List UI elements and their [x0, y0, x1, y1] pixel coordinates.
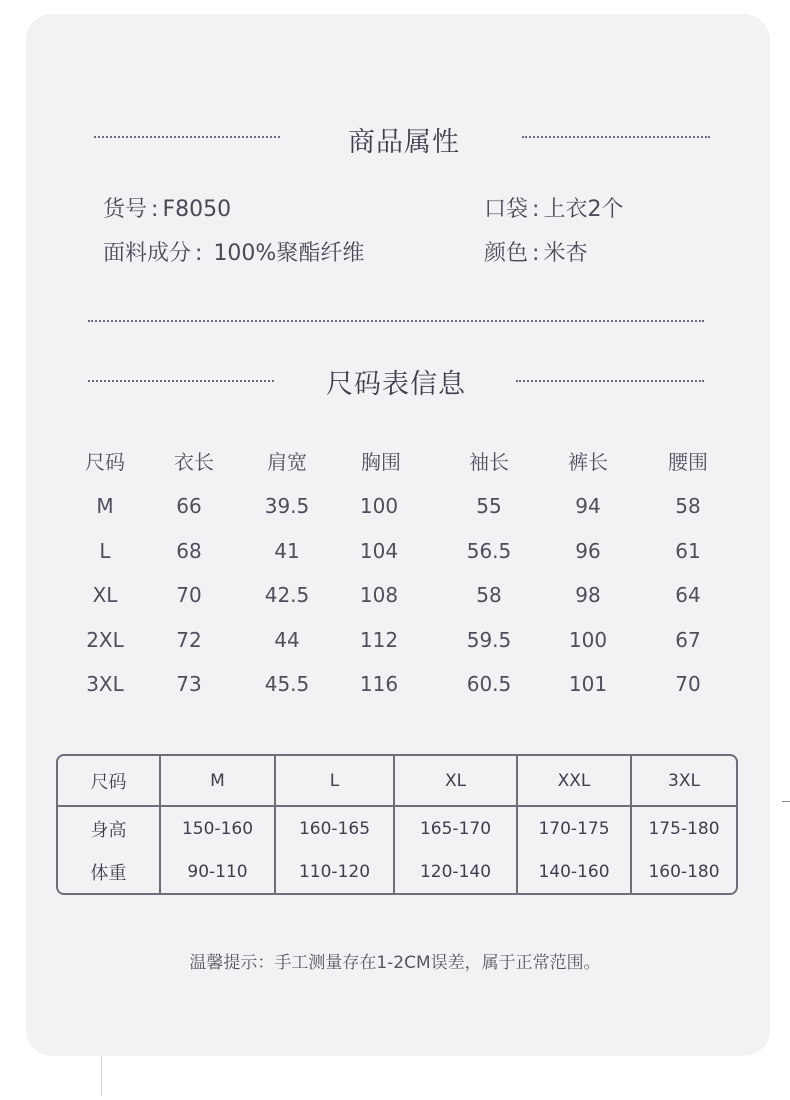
attr-separator: :: [532, 197, 540, 222]
attr-color-label: 颜色: [484, 241, 529, 266]
size-chart-cell: L: [99, 539, 111, 563]
size-chart-cell: 101: [568, 672, 608, 696]
fit-table-header-row: [58, 756, 736, 806]
fit-table-cell: 90-110: [160, 850, 275, 893]
title-divider-right: [522, 136, 710, 138]
size-chart-cell: 55: [476, 494, 502, 518]
size-chart-cell: 112: [359, 628, 399, 652]
attr-fabric-value: 100%聚酯纤维: [213, 241, 365, 266]
size-chart-cell: 58: [675, 494, 701, 518]
attr-separator: :: [151, 197, 159, 222]
size-chart-header: 裤长: [568, 450, 608, 474]
section-title-size-chart: 尺码表信息: [326, 369, 466, 400]
fit-table-cell: 140-160: [517, 850, 631, 893]
fit-table-weight-row: [58, 850, 736, 893]
attr-pocket: [484, 192, 623, 223]
size-chart-cell: 100: [568, 628, 608, 652]
size-chart-cell: 41: [274, 539, 300, 563]
attr-pocket-value: 上衣2个: [543, 197, 624, 222]
title-divider-left: [88, 380, 274, 382]
size-chart-cell: 61: [675, 539, 701, 563]
fit-table-cell: 175-180: [631, 806, 736, 850]
size-chart-cell: 104: [359, 539, 399, 563]
size-chart-header: 袖长: [469, 450, 509, 474]
size-chart-cell: 59.5: [466, 628, 512, 652]
size-chart-header: 胸围: [361, 450, 401, 474]
section-divider: [88, 320, 704, 322]
fit-table-header-label: 尺码: [58, 756, 160, 806]
fit-table-cell: 150-160: [160, 806, 275, 850]
attr-separator: :: [532, 241, 540, 266]
fit-table-row-label: 身高: [90, 819, 127, 841]
size-chart-cell: M: [96, 494, 114, 518]
section-title-product-attributes: 商品属性: [348, 127, 460, 158]
fit-table-header-size: XL: [394, 756, 517, 806]
size-chart-header: 衣长: [174, 450, 214, 474]
size-chart-cell: 70: [176, 583, 202, 607]
fit-table-header-size: 3XL: [631, 756, 736, 806]
attr-pocket-label: 口袋: [484, 197, 529, 222]
fit-table-height-row: [58, 806, 736, 850]
size-chart-cell: 68: [176, 539, 202, 563]
attr-color: [484, 236, 587, 267]
fit-table-cell: 160-165: [275, 806, 394, 850]
size-chart-cell: 2XL: [86, 628, 124, 652]
size-chart-cell: 98: [575, 583, 601, 607]
size-chart-cell: 116: [359, 672, 399, 696]
fit-table-cell: 110-120: [275, 850, 394, 893]
attr-item-no-label: 货号: [103, 197, 148, 222]
size-chart-cell: 73: [176, 672, 202, 696]
size-chart-cell: 67: [675, 628, 701, 652]
attr-fabric-label: 面料成分: [103, 241, 192, 266]
size-chart-header: 肩宽: [267, 450, 307, 474]
attr-separator: :: [195, 241, 203, 266]
size-chart-cell: 39.5: [264, 494, 310, 518]
size-chart-cell: 70: [675, 672, 701, 696]
attr-item-no: [103, 192, 231, 223]
measurement-note: 温馨提示：手工测量存在1-2CM误差，属于正常范围。: [189, 953, 601, 973]
edge-tick-mark: [782, 801, 790, 802]
title-divider-left: [94, 136, 280, 138]
attr-color-value: 米杏: [543, 241, 588, 266]
fit-table-header-size: L: [275, 756, 394, 806]
attr-item-no-value: F8050: [162, 197, 232, 222]
size-chart-cell: 45.5: [264, 672, 310, 696]
fit-table-cell: 170-175: [517, 806, 631, 850]
size-chart-cell: 96: [575, 539, 601, 563]
size-chart-cell: 60.5: [466, 672, 512, 696]
size-chart-cell: 56.5: [466, 539, 512, 563]
fit-table-header-size: M: [160, 756, 275, 806]
size-chart-header: 尺码: [85, 450, 125, 474]
fit-table-grid: [58, 756, 736, 893]
fit-table-cell: 120-140: [394, 850, 517, 893]
size-chart-cell: 64: [675, 583, 701, 607]
fit-table: [56, 754, 738, 895]
size-chart-header: 腰围: [668, 450, 708, 474]
title-divider-right: [516, 380, 704, 382]
size-chart-cell: 66: [176, 494, 202, 518]
size-chart-cell: 108: [359, 583, 399, 607]
fit-table-cell: 160-180: [631, 850, 736, 893]
size-chart-cell: XL: [92, 583, 118, 607]
size-chart-cell: 94: [575, 494, 601, 518]
size-info-card: [26, 14, 770, 1056]
size-chart-cell: 72: [176, 628, 202, 652]
size-chart-cell: 100: [359, 494, 399, 518]
attr-fabric: [103, 236, 364, 267]
fit-table-header-size: XXL: [517, 756, 631, 806]
size-chart-cell: 42.5: [264, 583, 310, 607]
size-chart-cell: 58: [476, 583, 502, 607]
size-chart-cell: 3XL: [86, 672, 124, 696]
bottom-guide-line: [101, 1056, 102, 1096]
size-chart-cell: 44: [274, 628, 300, 652]
fit-table-cell: 165-170: [394, 806, 517, 850]
fit-table-row-label: 体重: [90, 862, 127, 884]
